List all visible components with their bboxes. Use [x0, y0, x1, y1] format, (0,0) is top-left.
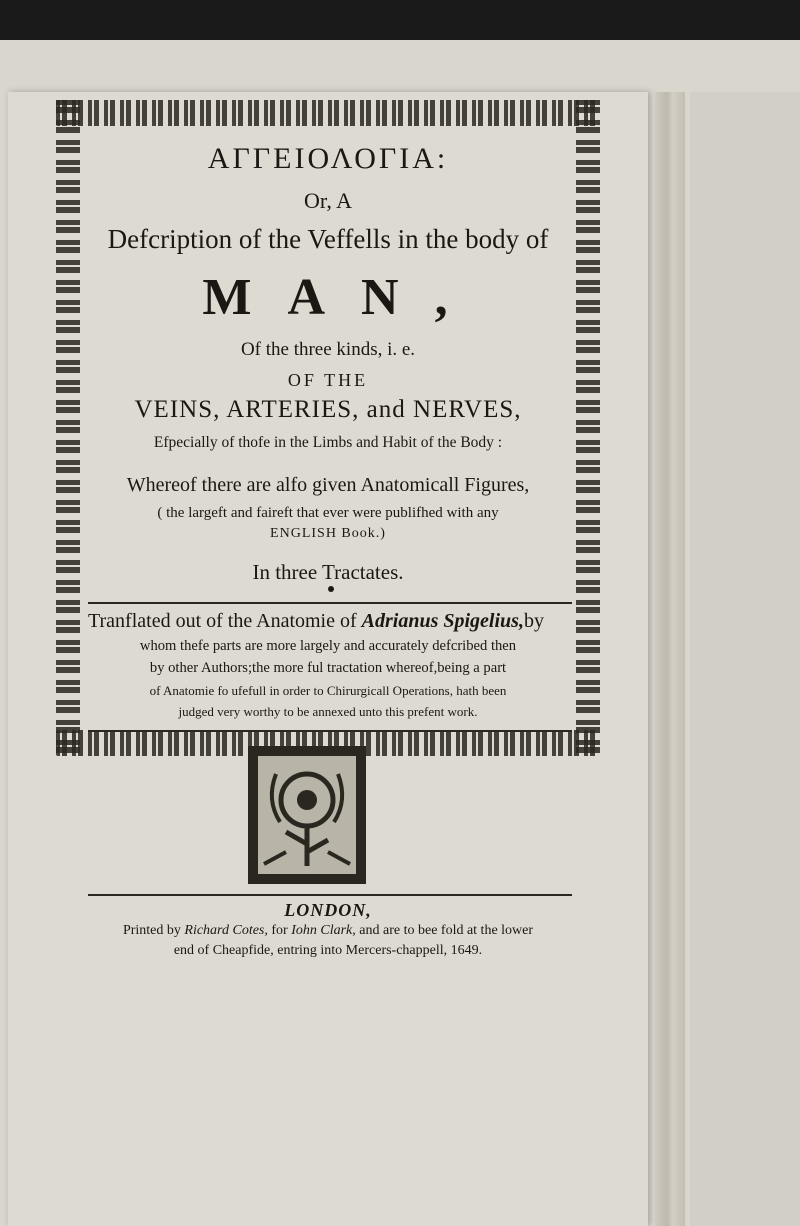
title-page-frame: [56, 100, 600, 958]
greek-title: ΑΓΓΕΙΟΛΟΓΙΑ:: [207, 142, 449, 175]
of-the-line: OF THE: [287, 370, 369, 390]
london-imprint: LONDON,: [284, 900, 372, 920]
title-page-text: [84, 128, 572, 958]
veins-arteries-nerves-line: VEINS, ARTERIES, and NERVES,: [134, 396, 522, 423]
translated-author: Adrianus Spigelius,: [361, 610, 524, 632]
description-line: Defcription of the Veffells in the body of: [107, 224, 549, 254]
rule-top: [88, 602, 572, 604]
rule-bottom: [88, 894, 572, 896]
ornament-border-right: [576, 100, 600, 756]
bookseller-name: Iohn Clark: [291, 923, 353, 938]
three-kinds-line: Of the three kinds, i. e.: [240, 339, 416, 360]
printed-by-line: [84, 923, 572, 939]
judged-line: judged very worthy to be annexed unto this prefent work.: [178, 704, 478, 719]
end-of-cheapside-line: end of Cheapfide, entring into Mercers-chappell, 1649.: [173, 943, 483, 958]
facing-page: [690, 92, 800, 1226]
printed-mid: for: [267, 923, 292, 938]
especially-line: Efpecially of thofe in the Limbs and Habit of the Body :: [153, 434, 503, 451]
man-heading: MAN,: [202, 269, 484, 326]
rule-middle: [88, 730, 572, 732]
page-edges: [655, 92, 685, 1226]
ornament-border-left: [56, 100, 80, 756]
or-a: Or, A: [303, 188, 352, 213]
english-book-line: ENGLISH Book.): [270, 526, 386, 541]
printed-suffix: , and are to bee fold at the lower: [352, 923, 534, 938]
translated-suffix: by: [523, 610, 544, 632]
ornament-border-top: [56, 100, 600, 126]
whereof-line: Whereof there are alfo given Anatomicall Figures,: [126, 474, 530, 496]
tractates-line: In three Tractates.: [252, 560, 404, 584]
printed-prefix: Printed by: [122, 923, 185, 938]
anatomie-line: of Anatomie fo ufefull in order to Chirurgicall Operations, hath been: [149, 683, 507, 698]
whom-line: whom thefe parts are more largely and accurately defcribed then: [139, 638, 517, 654]
by-other-line: by other Authors;the more ful tractation whereof,being a part: [149, 660, 507, 676]
largest-line: ( the largeft and faireft that ever were publifhed with any: [157, 505, 499, 521]
translated-prefix: Tranflated out of the Anatomie of: [88, 610, 362, 632]
translated-line: [88, 610, 572, 633]
printer-name: Richard Cotes,: [184, 923, 268, 938]
ornament-dot: [328, 586, 334, 592]
printers-device-flower-icon: [246, 744, 368, 886]
